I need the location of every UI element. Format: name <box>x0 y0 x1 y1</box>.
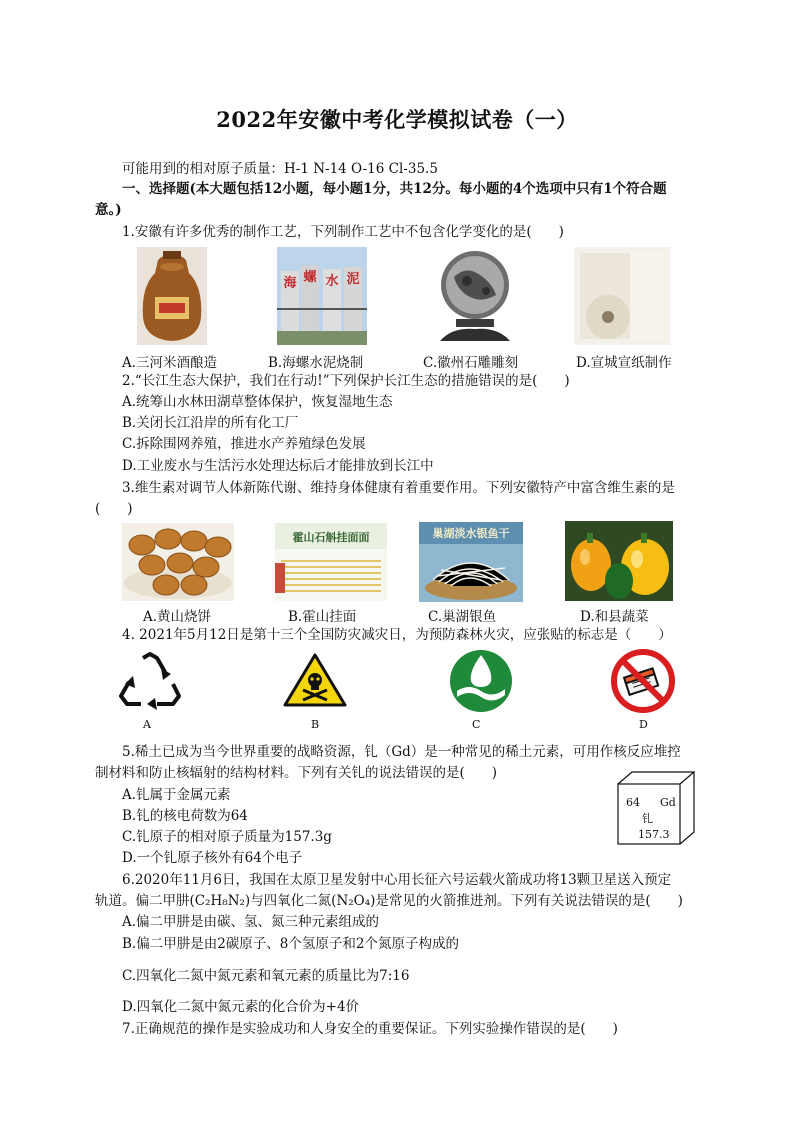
xuan-paper-roll-image <box>574 247 670 345</box>
sign-char: 水 <box>325 274 339 289</box>
q6-stem-line1: 6.2020年11月6日，我国在太原卫星发射中心用长征六号运载火箭成功将13颗卫星送入预定 <box>122 872 672 888</box>
sign-char: 螺 <box>303 270 317 285</box>
section-heading-line2: 意。) <box>95 202 122 218</box>
q6-option-d: D.四氧化二氮中氮元素的化合价为+4价 <box>122 999 360 1015</box>
gadolinium-element-cell <box>616 770 698 846</box>
q3-option-b: B.霍山挂面 <box>288 609 357 625</box>
atomic-masses: 可能用到的相对原子质量：H-1 N-14 O-16 Cl-35.5 <box>122 161 438 177</box>
q1-stem: 1.安徽有许多优秀的制作工艺，下列制作工艺中不包含化学变化的是( ) <box>122 224 564 240</box>
q1-option-d: D.宣城宣纸制作 <box>576 355 672 371</box>
q5-option-b: B.钆的核电荷数为64 <box>122 808 248 824</box>
q6-option-a: A.偏二甲肼是由碳、氢、氮三种元素组成的 <box>122 914 380 930</box>
q4-label-c: C <box>472 718 481 731</box>
q4-label-d: D <box>639 718 648 731</box>
no-fire-icon <box>610 648 676 714</box>
q3-stem-line1: 3.维生素对调节人体新陈代谢、维持身体健康有着重要作用。下列安徽特产中富含维生素的是 <box>122 480 675 496</box>
q2-stem: 2.“长江生态大保护，我们在行动!”下列保护长江生态的措施错误的是( ) <box>122 373 570 389</box>
q6-option-c: C.四氧化二氮中氮元素和氧元素的质量比为7:16 <box>122 968 410 984</box>
element-mass: 157.3 <box>638 828 670 841</box>
q3-option-c: C.巢湖银鱼 <box>428 609 497 625</box>
q4-stem: 4. 2021年5月12日是第十三个全国防灾减灾日，为预防森林火灾，应张贴的标志是（ ） <box>122 627 672 643</box>
recycle-icon <box>117 650 183 710</box>
section-heading-line1: 一、选择题(本大题包括12小题，每小题1分，共12分。每小题的4个选项中只有1个符合题 <box>122 181 667 197</box>
element-name: 钆 <box>642 812 653 825</box>
huoshan-noodles-image <box>275 523 387 601</box>
q1-option-b: B.海螺水泥烧制 <box>268 355 364 371</box>
q1-option-c: C.徽州石雕雕刻 <box>423 355 519 371</box>
sign-char: 海 <box>283 276 297 291</box>
element-symbol: Gd <box>660 796 676 809</box>
q5-stem-line2: 制材料和防止核辐射的结构材料。下列有关钆的说法错误的是( ) <box>95 765 498 781</box>
q2-option-a: A.统筹山水林田湖草整体保护，恢复湿地生态 <box>122 394 393 410</box>
stone-carving-image <box>432 247 518 345</box>
chaohu-silverfish-image <box>419 522 523 602</box>
q2-option-c: C.拆除围网养殖，推进水产养殖绿色发展 <box>122 436 366 452</box>
q2-option-b: B.关闭长江沿岸的所有化工厂 <box>122 415 299 431</box>
q3-option-a: A.黄山烧饼 <box>143 609 212 625</box>
hexian-vegetables-image <box>565 521 673 601</box>
q4-label-b: B <box>311 718 320 731</box>
water-saving-icon <box>449 649 513 713</box>
q2-option-d: D.工业废水与生活污水处理达标后才能排放到长江中 <box>122 458 434 474</box>
q1-option-a: A.三河米酒酿造 <box>122 355 218 371</box>
huangshan-shaobing-image <box>122 523 234 601</box>
noodle-package-text: 霍山石斛挂面面 <box>292 531 370 544</box>
poison-warning-icon <box>283 652 347 708</box>
cement-factory-image <box>277 247 367 345</box>
q6-option-b: B.偏二甲肼是由2碳原子、8个氢原子和2个氮原子构成的 <box>122 936 459 952</box>
rice-wine-jar-image <box>137 247 207 345</box>
sign-char: 泥 <box>346 272 360 287</box>
page-title: 2022年安徽中考化学模拟试卷（一） <box>216 107 578 132</box>
q3-option-d: D.和县蔬菜 <box>580 609 649 625</box>
q5-option-a: A.钆属于金属元素 <box>122 787 231 803</box>
silverfish-banner-text: 巢湖淡水银鱼干 <box>432 527 510 540</box>
q5-option-c: C.钆原子的相对原子质量为157.3g <box>122 829 332 845</box>
q3-stem-line2: ( ) <box>95 501 133 517</box>
q5-option-d: D.一个钆原子核外有64个电子 <box>122 850 303 866</box>
q7-stem: 7.正确规范的操作是实验成功和人身安全的重要保证。下列实验操作错误的是( ) <box>122 1021 618 1037</box>
q5-stem-line1: 5.稀土已成为当今世界重要的战略资源，钆（Gd）是一种常见的稀土元素，可用作核反应堆控 <box>122 744 681 760</box>
element-number: 64 <box>626 796 640 809</box>
q4-label-a: A <box>143 718 151 731</box>
q6-stem-line2: 轨道。偏二甲肼(C₂H₈N₂)与四氧化二氮(N₂O₄)是常见的火箭推进剂。下列有关说法错误的是( ) <box>95 893 683 909</box>
